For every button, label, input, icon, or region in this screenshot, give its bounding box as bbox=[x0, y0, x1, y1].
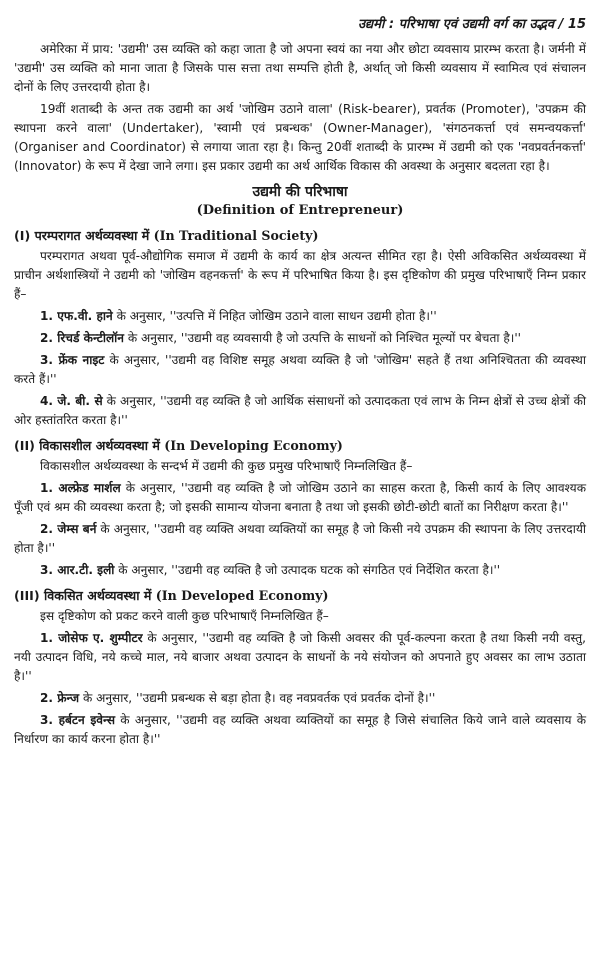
section-developed-heading-hi: (III) विकसित अर्थव्यवस्था में bbox=[14, 588, 152, 603]
definition-text: के अनुसार, ''उद्यमी वह व्यक्ति अथवा व्यक्तियों का समूह है जो किसी नये उपक्रम की स्थापना के लिए उत्तरदायी होता है।'' bbox=[14, 522, 586, 555]
section-developing-heading bbox=[14, 436, 586, 455]
definition-item bbox=[14, 479, 586, 517]
definition-item bbox=[14, 689, 586, 708]
definition-item bbox=[14, 629, 586, 686]
definition-item bbox=[14, 711, 586, 749]
definition-item bbox=[14, 329, 586, 348]
definition-heading: उद्यमी की परिभाषा bbox=[252, 184, 348, 200]
section-developed-intro: इस दृष्टिकोण को प्रकट करने वाली कुछ परिभाषाएँ निम्नलिखित हैं– bbox=[40, 609, 329, 623]
author-name: 3. हर्बटन इवेन्स bbox=[40, 713, 116, 727]
definition-text: के अनुसार, ''उद्यमी वह व्यवसायी है जो उत्पत्ति के साधनों को निश्चित मूल्यों पर बेचता है।'' bbox=[124, 331, 521, 345]
author-name: 1. एफ.वी. हाने bbox=[40, 309, 113, 323]
intro-paragraph-2: 19वीं शताब्दी के अन्त तक उद्यमी का अर्थ 'जोखिम उठाने वाला' (Risk-bearer), प्रवर्तक (Promoter), 'उपक्रम की स्थापना करने वाला' (Undertaker), 'स्वामी एवं प्रबन्धक' (Owner-Manager), 'संगठनकर्त्ता एवं समन्वयकर्त्ता' (Organiser and Coordinator) से लगाया जाता रहा है। किन्तु 20वीं शताब्दी के प्रारम्भ में उद्यमी को एक 'नवप्रवर्तनकर्त्ता' (Innovator) के रूप में देखा जाने लगा। इस प्रकार उद्यमी का अर्थ आर्थिक विकास की अवस्था के अनुसार बदलता रहा है। bbox=[14, 102, 586, 173]
author-name: 1. जोसेफ ए. शुम्पीटर bbox=[40, 631, 143, 645]
author-name: 4. जे. बी. से bbox=[40, 394, 103, 408]
author-name: 2. फ्रेन्ज bbox=[40, 691, 80, 705]
definition-text: के अनुसार, ''उत्पत्ति में निहित जोखिम उठाने वाला साधन उद्यमी होता है।'' bbox=[112, 309, 437, 323]
definition-text: के अनुसार, ''उद्यमी वह व्यक्ति है जो आर्थिक संसाधनों को उत्पादकता एवं लाभ के निम्न क्षेत्रों से उच्च क्षेत्रों की ओर हस्तांतरित करता है।'' bbox=[14, 394, 586, 427]
author-name: 2. जेम्स बर्न bbox=[40, 522, 97, 536]
author-name: 3. फ्रेंक नाइट bbox=[40, 353, 105, 367]
section-traditional-heading-hi: (I) परम्परागत अर्थव्यवस्था में bbox=[14, 228, 150, 243]
section-developing-intro: विकासशील अर्थव्यवस्था के सन्दर्भ में उद्यमी की कुछ प्रमुख परिभाषाएँ निम्नलिखित हैं– bbox=[40, 459, 413, 473]
intro-paragraph-1: अमेरिका में प्राय: 'उद्यमी' उस व्यक्ति को कहा जाता है जो अपना स्वयं का नया और छोटा व्यवसाय प्रारम्भ करता है। जर्मनी में 'उद्यमी' उस व्यक्ति को माना जाता है जिसके पास सत्ता तथा सम्पत्ति होती है, अर्थात् जो किसी व्यवसाय में स्वामित्व एवं संचालन दोनों के लिए उत्तरदायी होता है। bbox=[14, 42, 586, 94]
definition-item bbox=[14, 351, 586, 389]
definition-text: के अनुसार, ''उद्यमी वह व्यक्ति है जो जोखिम उठाने का साहस करता है, किसी कार्य के लिए आवश्यक पूँजी एवं श्रम की व्यवस्था करता है; जो इसकी सामान्य योजना बनाता है तथा जो इसकी छोटी-छोटी बातों का निरीक्षण करता है।'' bbox=[14, 481, 586, 514]
definition-text: के अनुसार, ''उद्यमी वह व्यक्ति है जो किसी अवसर की पूर्व-कल्पना करता है तथा किसी नयी वस्तु, नयी उत्पादन विधि, नये कच्चे माल, नये बाजार अथवा उत्पादन के साधनों के नये संयोजन को अपनाते हुए अवसर का लाभ उठाता है।'' bbox=[14, 631, 586, 683]
definition-item bbox=[14, 392, 586, 430]
section-developed-heading-en: (In Developed Economy) bbox=[155, 588, 329, 603]
definition-text: के अनुसार, ''उद्यमी वह व्यक्ति है जो उत्पादक घटक को संगठित एवं निर्देशित करता है।'' bbox=[114, 563, 501, 577]
section-developing-heading-hi: (II) विकासशील अर्थव्यवस्था में bbox=[14, 438, 160, 453]
definition-text: के अनुसार, ''उद्यमी वह व्यक्ति अथवा व्यक्तियों का समूह है जिसे संचालित किये जाने वाले व्यवसाय के निर्धारण का कार्य करना होता है।'' bbox=[14, 713, 587, 746]
section-developing-heading-en: (In Developing Economy) bbox=[164, 438, 343, 453]
author-name: 2. रिचर्ड केन्टीलॉन bbox=[40, 331, 125, 345]
section-traditional-heading-en: (In Traditional Society) bbox=[153, 228, 319, 243]
section-traditional-intro: परम्परागत अथवा पूर्व-औद्योगिक समाज में उद्यमी के कार्य का क्षेत्र अत्यन्त सीमित रहा है। ऐसी अविकसित अर्थव्यवस्था में प्राचीन अर्थशास्त्रियों ने उद्यमी को 'जोखिम वहनकर्त्ता' के रूप में परिभाषित किया है। इस दृष्टिकोण की प्रमुख परिभाषाएँ निम्न प्रकार हैं– bbox=[14, 249, 586, 301]
author-name: 3. आर.टी. इली bbox=[40, 563, 115, 577]
definition-text: के अनुसार, ''उद्यमी वह विशिष्ट समूह अथवा व्यक्ति है जो 'जोखिम' सहते हैं तथा अनिश्चितता की व्यवस्था करते हैं।'' bbox=[14, 353, 586, 386]
definition-text: के अनुसार, ''उद्यमी प्रबन्धक से बड़ा होता है। वह नवप्रवर्तक एवं प्रवर्तक दोनों है।'' bbox=[79, 691, 436, 705]
definition-item bbox=[14, 520, 586, 558]
definition-item bbox=[14, 561, 586, 580]
running-header: उद्यमी : परिभाषा एवं उद्यमी वर्ग का उद्भव / 15 bbox=[357, 17, 586, 32]
section-developed-heading bbox=[14, 586, 586, 605]
section-traditional-heading bbox=[14, 226, 586, 245]
definition-subheading: (Definition of Entrepreneur) bbox=[196, 203, 404, 218]
author-name: 1. अल्फ्रेड मार्शल bbox=[40, 481, 121, 495]
definition-item bbox=[14, 307, 586, 326]
